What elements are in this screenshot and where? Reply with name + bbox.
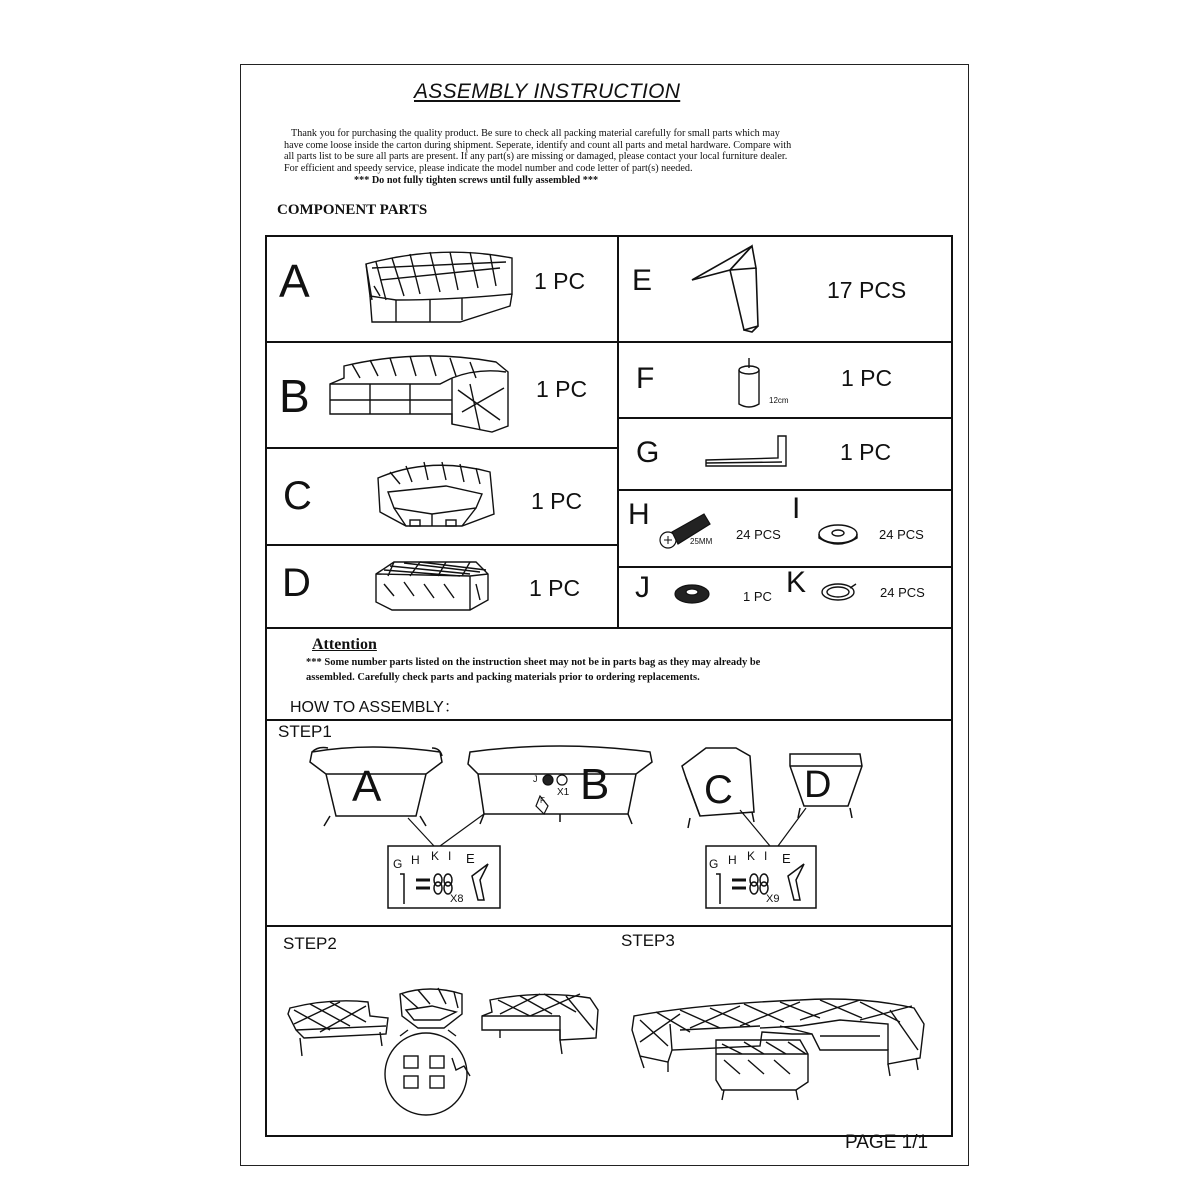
part-a-letter: A [279, 255, 310, 307]
part-f-note: 12cm [769, 396, 789, 405]
step1-label-j: J [533, 774, 538, 784]
hardware-box-left [388, 846, 500, 908]
step1-label-a: A [352, 762, 382, 811]
step2-label: STEP2 [283, 934, 337, 953]
step1-label-f: F [540, 796, 545, 805]
hw-right-i: I [764, 849, 768, 863]
washer-icon [819, 525, 857, 544]
part-e-letter: E [632, 264, 653, 297]
hw-right-count: X9 [766, 893, 780, 905]
part-f-letter: F [636, 362, 655, 395]
armless-sofa-icon [366, 252, 512, 322]
page-number: PAGE 1/1 [845, 1132, 929, 1153]
spring-washer-icon [822, 584, 856, 600]
part-i-letter: I [792, 492, 801, 525]
how-to-assembly-heading: HOW TO ASSEMBLY： [290, 699, 460, 716]
intro-line-1: Thank you for purchasing the quality product. Be sure to check all packing material carefully for small parts which may [291, 128, 780, 139]
step3-sectional-assembled [632, 999, 924, 1100]
hw-left-i: I [448, 849, 452, 863]
tighten-warning: *** Do not fully tighten screws until fully assembled *** [354, 174, 599, 186]
ottoman-icon [376, 562, 488, 610]
step2-corner [400, 988, 462, 1028]
intro-line-4: For efficient and speedy service, please indicate the model number and code letter of part(s) needed. [284, 163, 693, 175]
attention-line-1: *** Some number parts listed on the instruction sheet may not be in parts bag as they may already be [306, 657, 761, 668]
part-b-qty: 1 PC [536, 376, 588, 402]
intro-line-3: all parts list to be sure all parts are present. If any part(s) are missing or damaged, please contact your local furniture dealer. [284, 151, 788, 163]
hw-left-count: X8 [450, 893, 464, 905]
part-d-qty: 1 PC [529, 575, 581, 601]
hw-left-g: G [393, 857, 403, 871]
part-g-letter: G [636, 436, 660, 469]
part-h-letter: H [628, 498, 650, 531]
part-d-letter: D [282, 561, 311, 605]
part-k-letter: K [786, 566, 807, 599]
step1-label-d: D [804, 764, 832, 806]
hw-right-h: H [728, 853, 737, 867]
hw-left-e: E [466, 851, 475, 866]
step2-connector-detail [385, 1030, 470, 1115]
attention-text [306, 656, 846, 685]
step1-label-c: C [704, 768, 733, 812]
part-f-qty: 1 PC [841, 365, 893, 391]
hw-right-g: G [709, 857, 719, 871]
part-g-qty: 1 PC [840, 439, 892, 465]
hw-left-h: H [411, 853, 420, 867]
glide-icon [675, 585, 709, 603]
intro-line-2: have come loose inside the carton during shipment. Seperate, identify and count all parts and metal hardware. Compare with [284, 139, 792, 151]
part-j-qty: 1 PC [743, 589, 772, 604]
hardware-box-right [706, 846, 816, 908]
page-title: ASSEMBLY INSTRUCTION [414, 80, 681, 103]
part-e-qty: 17 PCS [827, 277, 907, 303]
part-k-qty: 24 PCS [880, 585, 925, 600]
component-parts-heading: COMPONENT PARTS [277, 202, 428, 218]
hw-right-e: E [782, 851, 791, 866]
step2-sofa-right [482, 994, 598, 1054]
part-j-letter: J [635, 571, 650, 604]
part-b-letter: B [279, 370, 310, 422]
part-h-note: 25MM [690, 537, 713, 546]
part-h-qty: 24 PCS [736, 527, 781, 542]
attention-heading: Attention [312, 636, 377, 653]
hw-left-k: K [431, 849, 440, 863]
allen-key-icon [706, 436, 786, 466]
three-seat-sofa-icon [330, 356, 508, 432]
step1-label-x1: X1 [557, 787, 570, 798]
step3-label: STEP3 [621, 931, 675, 950]
step2-sofa-left [288, 1001, 388, 1056]
corner-seat-icon [378, 462, 494, 526]
attention-line-2: assembled. Carefully check parts and packing materials prior to ordering replacements. [306, 671, 700, 683]
leg-icon [692, 246, 758, 332]
round-leg-icon [739, 358, 759, 407]
part-i-qty: 24 PCS [879, 527, 924, 542]
hw-right-k: K [747, 849, 756, 863]
part-c-qty: 1 PC [531, 488, 583, 514]
part-a-qty: 1 PC [534, 268, 586, 294]
part-c-letter: C [283, 474, 312, 518]
step1-label: STEP1 [278, 722, 332, 741]
step1-label-b: B [580, 760, 610, 809]
